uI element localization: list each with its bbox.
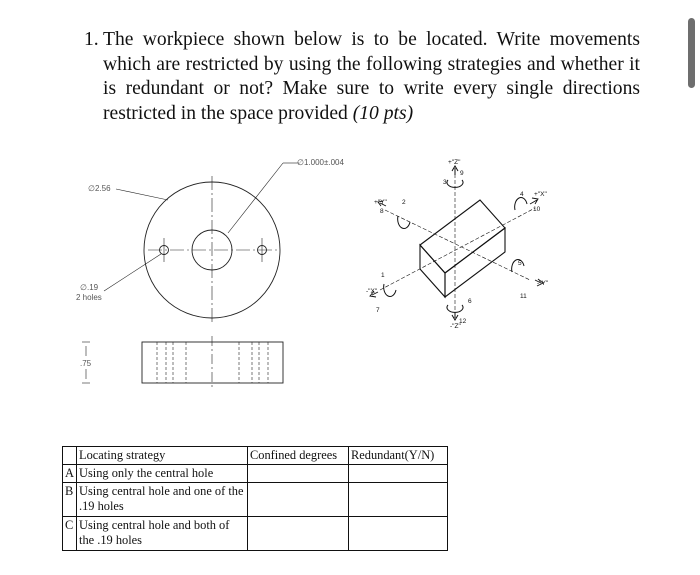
label-plus-x: +"X" (534, 191, 547, 198)
row-strategy: Using only the central hole (77, 465, 248, 483)
label-dof-9: 9 (460, 170, 464, 177)
label-minus-y: -"Y" (537, 280, 549, 287)
question-text: The workpiece shown below is to be located. Write movements which are restricted by using the following strategies and whether it is redundant or not? Make sure to write every single directions restricted in the space provided (103, 29, 640, 124)
label-dof-2: 2 (402, 199, 406, 206)
question-points: (10 pts) (352, 102, 414, 124)
row-letter: C (63, 517, 77, 551)
label-outer-diameter: ∅2.56 (88, 184, 111, 193)
row-strategy: Using central hole and one of the .19 holes (77, 483, 248, 517)
label-minus-x: -"X" (366, 288, 378, 295)
redundant-input[interactable] (349, 465, 448, 483)
label-dof-11: 11 (520, 293, 527, 300)
label-dof-10: 10 (533, 206, 541, 213)
header-redundant: Redundant(Y/N) (349, 447, 448, 465)
dof-diagram (370, 166, 543, 320)
label-small-holes-dia: ∅.19 (80, 283, 99, 292)
confined-degrees-input[interactable] (248, 465, 349, 483)
label-plus-y: +"Y" (374, 199, 387, 206)
row-letter: A (63, 465, 77, 483)
label-minus-z: -"Z" (450, 323, 461, 330)
label-dof-8: 8 (380, 208, 384, 215)
strategy-table (62, 446, 448, 551)
label-thickness: .75 (80, 359, 92, 368)
dof-labels (366, 159, 549, 330)
row-letter: B (63, 483, 77, 517)
label-dof-5: 5 (518, 260, 522, 267)
redundant-input[interactable] (349, 483, 448, 517)
confined-degrees-input[interactable] (248, 483, 349, 517)
confined-degrees-input[interactable] (248, 517, 349, 551)
label-plus-z: +"Z" (448, 159, 461, 166)
table-row (63, 465, 448, 483)
table-row (63, 517, 448, 551)
label-dof-4: 4 (520, 191, 524, 198)
label-small-holes-count: 2 holes (76, 293, 102, 302)
header-locating-strategy: Locating strategy (77, 447, 248, 465)
redundant-input[interactable] (349, 517, 448, 551)
side-view (82, 336, 283, 389)
header-confined-degrees: Confined degrees (248, 447, 349, 465)
header-letter-cell (63, 447, 77, 465)
label-dof-1: 1 (381, 272, 385, 279)
table-row (63, 483, 448, 517)
label-dof-6: 6 (468, 298, 472, 305)
table-header-row (63, 447, 448, 465)
label-dof-3: 3 (443, 179, 447, 186)
question-number: 1. (84, 29, 99, 50)
front-view (104, 163, 299, 324)
row-strategy: Using central hole and both of the .19 holes (77, 517, 248, 551)
label-dof-12: 12 (459, 318, 467, 325)
label-center-hole: ∅1.000±.004 (297, 158, 344, 167)
label-dof-7: 7 (376, 307, 380, 314)
